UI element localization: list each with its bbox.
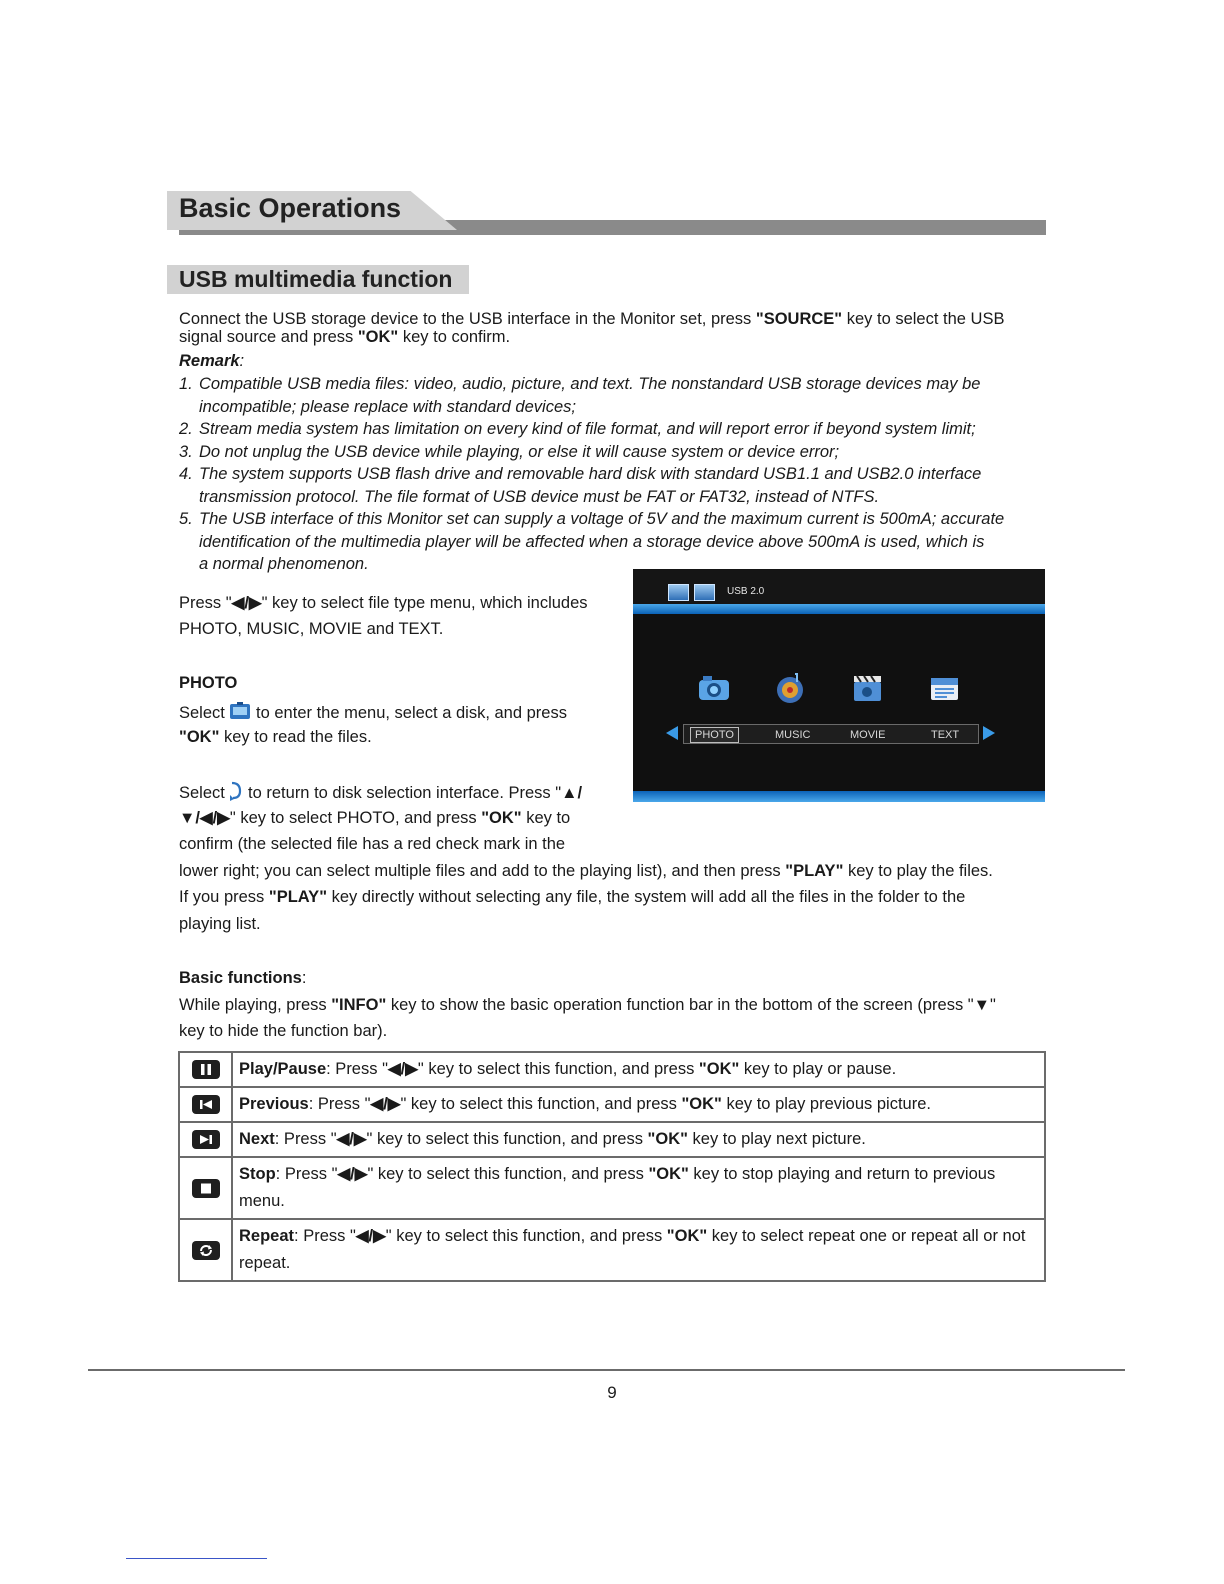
table-row bbox=[179, 1219, 1045, 1281]
text: " key to select this function, and press bbox=[385, 1227, 667, 1245]
ok-key: "OK" bbox=[648, 1165, 689, 1183]
menu-item-music[interactable]: MUSIC bbox=[775, 729, 811, 741]
text: While playing, press bbox=[179, 996, 332, 1014]
arrow-keys: ◀/▶ bbox=[336, 1130, 367, 1148]
movie-clapper-icon bbox=[851, 672, 885, 704]
icon-cell bbox=[179, 1122, 232, 1157]
menu-item-movie[interactable]: MOVIE bbox=[850, 729, 886, 741]
remark-number: 3. bbox=[179, 443, 193, 461]
text: lower right; you can select multiple files and add to the playing list), and then press bbox=[179, 862, 786, 880]
icon-cell bbox=[179, 1219, 232, 1281]
text: key to bbox=[521, 809, 571, 827]
intro-text: Connect the USB storage device to the USB interface in the Monitor set, press bbox=[179, 310, 756, 328]
ok-key: "OK" bbox=[698, 1060, 740, 1078]
remark-item bbox=[179, 373, 1049, 418]
photo-line bbox=[179, 780, 582, 807]
text: key to stop playing and return to previous menu. bbox=[239, 1165, 996, 1210]
down-key: ▼ bbox=[973, 996, 990, 1014]
ok-key: "OK" bbox=[666, 1227, 708, 1245]
arrow-keys: ◀/▶ bbox=[231, 594, 262, 612]
press-menu-line bbox=[179, 593, 588, 613]
photo-line: playing list. bbox=[179, 915, 261, 933]
next-icon bbox=[192, 1130, 220, 1149]
remark-number: 2. bbox=[179, 420, 193, 438]
photo-line: confirm (the selected file has a red check mark in the bbox=[179, 835, 566, 853]
text: If you press bbox=[179, 888, 269, 906]
heading-text: Basic functions bbox=[179, 969, 302, 987]
screen-bottom-band bbox=[633, 791, 1045, 802]
icon-cell bbox=[179, 1157, 232, 1219]
remark-item bbox=[179, 441, 1049, 464]
return-icon bbox=[229, 780, 243, 807]
function-name: Previous bbox=[239, 1095, 309, 1113]
page-title: Basic Operations bbox=[179, 193, 402, 223]
text: " key to select this function, and press bbox=[400, 1095, 682, 1113]
basic-functions-heading bbox=[179, 969, 306, 988]
right-arrow-icon[interactable] bbox=[983, 726, 995, 740]
text: : Press " bbox=[274, 1130, 337, 1148]
info-key: "INFO" bbox=[331, 996, 387, 1014]
text: : Press " bbox=[308, 1095, 371, 1113]
photo-line bbox=[179, 728, 372, 747]
table-row bbox=[179, 1052, 1045, 1087]
remark-number: 4. bbox=[179, 465, 193, 483]
remark-text: The system supports USB flash drive and removable hard disk with standard USB1.1 and USB2.0 interface bbox=[199, 465, 982, 483]
text: " key to select this function, and press bbox=[417, 1060, 699, 1078]
remark-text: Stream media system has limitation on every kind of file format, and will report error if beyond system limit; bbox=[199, 420, 976, 438]
photo-heading: PHOTO bbox=[179, 674, 238, 692]
text: to enter the menu, select a disk, and press bbox=[251, 703, 567, 722]
ok-key: "OK" bbox=[357, 328, 399, 346]
menu-item-photo[interactable]: PHOTO bbox=[690, 727, 739, 743]
remark-text: The USB interface of this Monitor set can supply a voltage of 5V and the maximum current is 500mA; accurate bbox=[199, 510, 1005, 528]
source-key: "SOURCE" bbox=[755, 310, 843, 328]
page-number: 9 bbox=[607, 1383, 617, 1402]
ok-key: "OK" bbox=[179, 728, 220, 746]
text: " key to select PHOTO, and press bbox=[229, 809, 482, 827]
press-menu-line: PHOTO, MUSIC, MOVIE and TEXT. bbox=[179, 620, 444, 638]
stop-icon bbox=[192, 1179, 220, 1198]
remark-heading bbox=[179, 352, 244, 371]
table-row bbox=[179, 1157, 1045, 1219]
table-row bbox=[179, 1122, 1045, 1157]
arrow-keys: ◀/▶ bbox=[387, 1060, 418, 1078]
function-name: Repeat bbox=[239, 1227, 295, 1245]
remark-item bbox=[179, 463, 1049, 508]
text: key to read the files. bbox=[219, 728, 372, 746]
text: Press " bbox=[179, 594, 232, 612]
usb-menu-screenshot bbox=[633, 569, 1045, 802]
table-row bbox=[179, 1087, 1045, 1122]
text: " key to select this function, and press bbox=[367, 1165, 649, 1183]
function-name: Next bbox=[239, 1130, 275, 1148]
text: " key to select file type menu, which includes bbox=[261, 594, 588, 612]
usb-disk-icon bbox=[229, 701, 251, 726]
text: to return to disk selection interface. Press " bbox=[243, 783, 562, 802]
remark-colon: : bbox=[239, 352, 245, 370]
text: : Press " bbox=[275, 1165, 338, 1183]
text: " bbox=[990, 996, 996, 1014]
remark-text: a normal phenomenon. bbox=[199, 555, 369, 573]
text: Select bbox=[179, 703, 230, 722]
remark-text: Do not unplug the USB device while playing, or else it will cause system or device error; bbox=[199, 443, 840, 461]
play-key: "PLAY" bbox=[785, 862, 844, 880]
photo-line bbox=[179, 888, 965, 907]
photo-camera-icon bbox=[697, 672, 731, 704]
section-title: USB multimedia function bbox=[179, 266, 453, 292]
remark-number: 5. bbox=[179, 510, 193, 528]
functions-table bbox=[178, 1051, 1046, 1282]
text: " key to select this function, and press bbox=[366, 1130, 648, 1148]
remark-item bbox=[179, 508, 1049, 576]
text: : Press " bbox=[326, 1060, 388, 1078]
remark-label: Remark bbox=[179, 352, 240, 370]
text: key directly without selecting any file, the system will add all the files in the folder to the bbox=[327, 888, 966, 906]
remark-number: 1. bbox=[179, 375, 193, 393]
basic-line: key to hide the function bar). bbox=[179, 1022, 388, 1040]
remark-text: transmission protocol. The file format of USB device must be FAT or FAT32, instead of NTFS. bbox=[199, 487, 880, 506]
arrow-keys: ◀/▶ bbox=[337, 1165, 368, 1183]
remark-text: incompatible; please replace with standard devices; bbox=[199, 397, 576, 416]
arrow-keys: ▼/◀/▶ bbox=[179, 809, 230, 827]
screen-blue-band bbox=[633, 604, 1045, 614]
footer-rule bbox=[88, 1369, 1125, 1371]
usb-label: USB 2.0 bbox=[727, 586, 765, 597]
intro-text: key to select the USB signal source and press bbox=[179, 310, 1005, 346]
function-description bbox=[232, 1219, 1045, 1281]
icon-cell bbox=[179, 1087, 232, 1122]
ok-key: "OK" bbox=[647, 1130, 688, 1148]
function-description bbox=[232, 1087, 1045, 1122]
ok-key: "OK" bbox=[681, 1095, 722, 1113]
usb-drive-icon bbox=[694, 584, 715, 601]
text: key to select repeat one or repeat all or not repeat. bbox=[239, 1227, 1026, 1272]
intro-paragraph bbox=[179, 310, 1049, 346]
photo-line bbox=[179, 701, 567, 726]
remark-item bbox=[179, 418, 1049, 441]
photo-line bbox=[179, 862, 993, 881]
play-pause-icon bbox=[192, 1060, 220, 1079]
text: key to play the files. bbox=[843, 862, 993, 880]
remark-text: Compatible USB media files: video, audio, picture, and text. The nonstandard USB storage devices may be bbox=[199, 375, 981, 393]
colon: : bbox=[301, 969, 307, 987]
play-key: "PLAY" bbox=[268, 888, 328, 906]
text: : Press " bbox=[294, 1227, 356, 1245]
function-description bbox=[232, 1157, 1045, 1219]
bottom-link-line bbox=[126, 1558, 267, 1559]
remark-text: identification of the multimedia player will be affected when a storage device above 500mA is used, which is bbox=[199, 532, 985, 551]
text-document-icon bbox=[927, 672, 961, 704]
arrow-keys: ◀/▶ bbox=[355, 1227, 386, 1245]
intro-text: key to confirm. bbox=[398, 328, 511, 346]
text: key to show the basic operation function bar in the bottom of the screen (press " bbox=[386, 996, 974, 1014]
usb-drive-icon bbox=[668, 584, 689, 601]
photo-line bbox=[179, 808, 570, 828]
ok-key: "OK" bbox=[481, 809, 522, 827]
function-description bbox=[232, 1122, 1045, 1157]
text: key to play or pause. bbox=[739, 1060, 897, 1078]
repeat-icon bbox=[192, 1241, 220, 1260]
arrow-keys: ◀/▶ bbox=[370, 1095, 401, 1113]
function-name: Play/Pause bbox=[239, 1060, 327, 1078]
text: key to play next picture. bbox=[687, 1130, 866, 1148]
previous-icon bbox=[192, 1095, 220, 1114]
function-description bbox=[232, 1052, 1045, 1087]
menu-item-text[interactable]: TEXT bbox=[931, 729, 960, 741]
function-name: Stop bbox=[239, 1165, 276, 1183]
arrow-keys: ▲/ bbox=[561, 783, 583, 802]
music-disc-icon bbox=[773, 672, 807, 704]
icon-cell bbox=[179, 1052, 232, 1087]
basic-line bbox=[179, 996, 996, 1015]
text: Select bbox=[179, 783, 230, 802]
left-arrow-icon[interactable] bbox=[666, 726, 678, 740]
text: key to play previous picture. bbox=[721, 1095, 931, 1113]
